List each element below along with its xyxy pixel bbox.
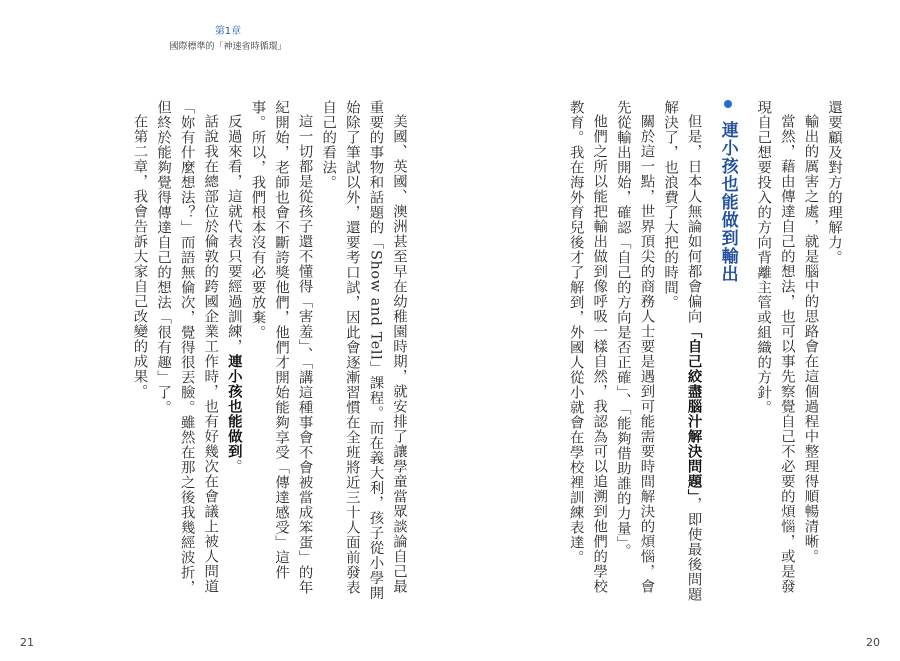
text-run: ，即使最後問題解決了，也浪費了大把的時間。 bbox=[662, 100, 702, 603]
page-number-left: 21 bbox=[20, 636, 34, 649]
paragraph: 關於這一點，世界頂尖的商務人士要是遇到可能需要時間解決的煩惱，會先從輸出開始，確認「自己的方向是否正確」、「能夠借助誰的力量」。 bbox=[614, 100, 655, 595]
emphasis-text: 連小孩也能做到 bbox=[225, 354, 242, 460]
bullet-icon bbox=[724, 100, 732, 108]
page-number-right: 20 bbox=[866, 636, 880, 649]
paragraph bbox=[221, 100, 245, 608]
text-run: 反過來看，這就代表只要經過訓練， bbox=[225, 114, 242, 355]
paragraph: 美國、英國、澳洲甚至早在幼稚園時期，就安排了讓學童當眾談論自己最重要的事物和話題的「Show and Tell」課程。而在義大利，孩子從小學開始除了筆試以外，還要考口試，因此會逐漸習慣在全班將近三十人面前發表自己的看法。 bbox=[320, 100, 407, 601]
chapter-label: 第1章 bbox=[214, 26, 242, 37]
paragraph: 他們之所以能把輸出做到像呼吸一樣自然，我認為可以追溯到他們的學校教育。我在海外育兒後才了解到，外國人從小就會在學校裡訓練表達。 bbox=[567, 100, 608, 595]
paragraph: 當然，藉由傳達自己的想法，也可以事先察覺自己不必要的煩惱，或是發現自己想要投入的方向背離主管或組織的方針。 bbox=[755, 100, 795, 595]
left-page-body bbox=[83, 100, 410, 608]
chapter-title: 國際標準的「神速省時循環」 bbox=[169, 42, 287, 52]
paragraph: 這一切都是從孩子還不懂得「害羞」、「講這種事會不會被當成笨蛋」的年紀開始，老師也會不斷誇獎他們，他們才開始能夠享受「傳達感受」這件事。所以，我們根本沒有必要放棄。 bbox=[249, 100, 313, 595]
right-page-body bbox=[465, 100, 845, 608]
text-run: 但是，日本人無論如何都會偏向 bbox=[685, 114, 702, 325]
section-heading bbox=[715, 100, 741, 608]
paragraph bbox=[657, 100, 704, 608]
paragraph: 在第二章，我會告訴大家自己改變的成果。 bbox=[131, 114, 148, 400]
paragraph: 話說我在總部位於倫敦的跨國企業工作時，也有好幾次在會議上被人問道「妳有什麼想法？」而語無倫次，覺得很丟臉。雖然在那之後我幾經波折，但終於能夠覺得傳達自己的想法「很有趣」了。 bbox=[155, 100, 219, 595]
section-heading-text: 連小孩也能做到輸出 bbox=[717, 120, 738, 283]
paragraph: 輸出的厲害之處，就是腦中的思路會在這個過程中整理得順暢清晰。 bbox=[802, 114, 819, 565]
text-run: 。 bbox=[225, 459, 242, 475]
emphasis-text: 「自己絞盡腦汁解決問題」 bbox=[685, 324, 702, 498]
paragraph: 還要顧及對方的理解力。 bbox=[826, 100, 842, 265]
